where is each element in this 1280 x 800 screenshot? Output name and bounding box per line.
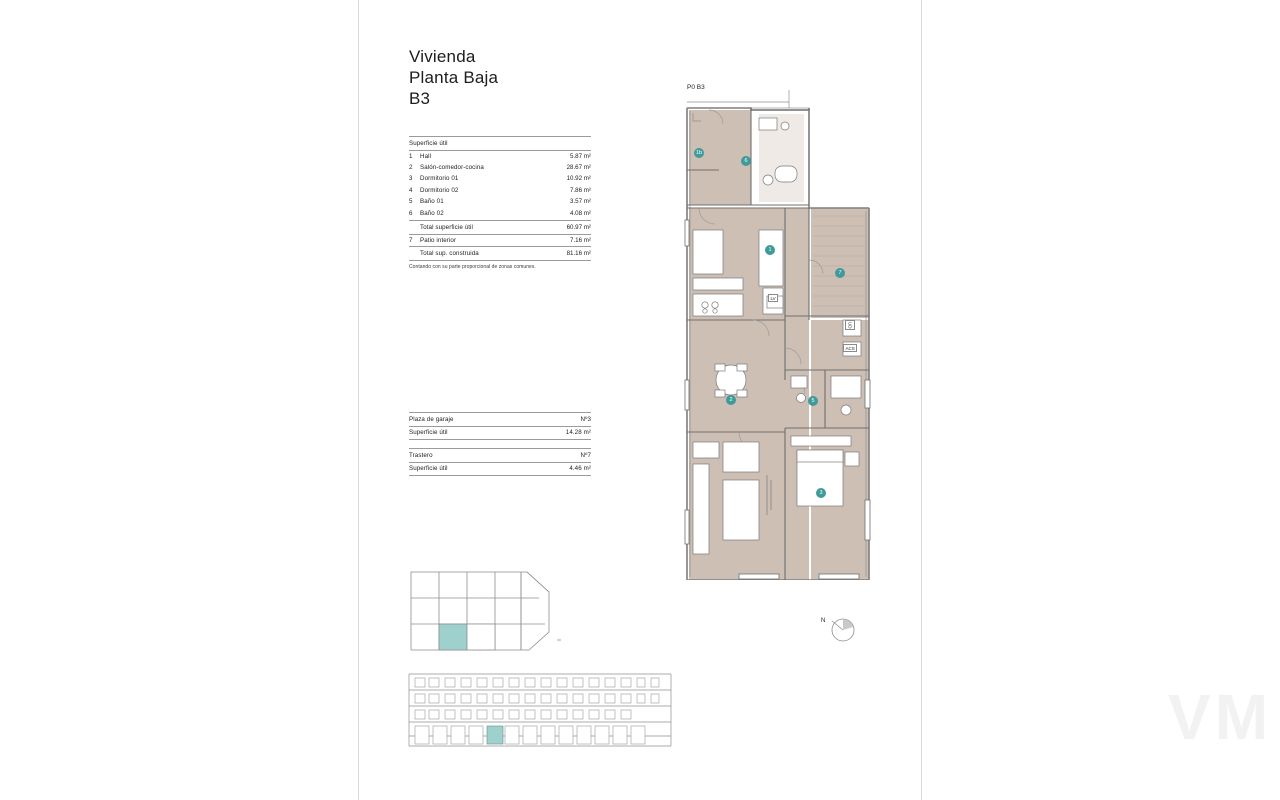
- row-label: Baño 01: [420, 198, 444, 206]
- table-row: [409, 185, 591, 196]
- surface-heading-label: Superficie útil: [409, 139, 448, 147]
- title-line-2: Planta Baja: [409, 68, 499, 87]
- title-line-3: B3: [409, 89, 431, 108]
- row-value: 5.87 m²: [570, 152, 591, 160]
- storage-row: [409, 449, 591, 462]
- room-tag-1: 1: [765, 245, 775, 255]
- total-util-label: Total superficie útil: [420, 223, 473, 231]
- drawing-sheet: [358, 0, 922, 800]
- room-tag-5: 5: [808, 396, 818, 406]
- floor-plan-svg: [679, 80, 879, 580]
- storage-surface-row: [409, 463, 591, 476]
- room-tag-6: 6: [741, 156, 751, 166]
- floor-plan: [679, 80, 879, 580]
- garage-label: Plaza de garaje: [409, 415, 454, 423]
- surface-table: [409, 136, 591, 270]
- label-acs: ACS: [843, 344, 857, 352]
- total-construida-label: Total sup. construida: [420, 250, 479, 258]
- table-row: [409, 196, 591, 207]
- garage-value: Nº3: [580, 415, 591, 423]
- table-row: [409, 151, 591, 162]
- row-number: 2: [409, 164, 413, 172]
- total-util-value: 60.97 m²: [566, 223, 591, 231]
- row-label: Dormitorio 01: [420, 175, 459, 183]
- room-tag-3: 3: [816, 488, 826, 498]
- room-tag-7: 7: [835, 268, 845, 278]
- row-number: 1: [409, 152, 413, 160]
- row-value: 10.92 m²: [566, 175, 591, 183]
- table-row: [409, 207, 591, 218]
- row-number: 3: [409, 175, 413, 183]
- elevation-diagram: [405, 670, 675, 754]
- row-value: 7.16 m²: [570, 236, 591, 244]
- total-construida-value: 81.16 m²: [566, 250, 591, 258]
- storage-surface-value: 4.46 m²: [569, 465, 591, 472]
- row-number: 6: [409, 209, 413, 217]
- divider: [409, 475, 591, 476]
- key-plan-svg: [409, 570, 609, 662]
- garage-surface-value: 14.28 m²: [565, 429, 591, 436]
- surface-table-note: Contando con su parte proporcional de zonas comunes.: [409, 264, 536, 271]
- compass-north-label: N: [821, 618, 826, 624]
- compass-icon: [821, 612, 861, 652]
- row-label: Salón-comedor-cocina: [420, 164, 484, 172]
- page-title: [409, 46, 498, 109]
- row-label: Patio interior: [420, 236, 457, 244]
- table-row: [409, 162, 591, 173]
- label-ud: UD: [845, 320, 855, 330]
- surface-table-heading: [409, 137, 591, 150]
- row-label: Dormitorio 02: [420, 186, 459, 194]
- garage-table: [409, 412, 591, 476]
- storage-label: Trastero: [409, 451, 433, 459]
- garage-surface-label: Superficie útil: [409, 429, 448, 436]
- garage-surface-row: [409, 427, 591, 440]
- garage-row: [409, 413, 591, 426]
- row-value: 28.67 m²: [566, 164, 591, 172]
- plan-code-label: P0 B3: [687, 84, 705, 91]
- row-value: 4.08 m²: [570, 209, 591, 217]
- table-row: [409, 173, 591, 184]
- row-number: 4: [409, 186, 413, 194]
- title-line-1: Vivienda: [409, 47, 476, 66]
- total-construida-row: [409, 247, 591, 260]
- elevation-svg: [405, 670, 675, 754]
- total-util-row: [409, 221, 591, 234]
- label-lv: LV: [768, 294, 778, 302]
- patio-row: [409, 235, 591, 246]
- storage-surface-label: Superficie útil: [409, 465, 448, 472]
- row-label: Baño 02: [420, 209, 444, 217]
- room-tag-hall: 1b: [695, 150, 703, 156]
- row-number: 7: [409, 236, 413, 244]
- row-value: 3.57 m²: [570, 198, 591, 206]
- storage-value: Nº7: [580, 451, 591, 459]
- row-number: 5: [409, 198, 413, 206]
- room-tag-2: 2: [726, 395, 736, 405]
- row-value: 7.86 m²: [570, 186, 591, 194]
- watermark: VM: [1168, 681, 1272, 753]
- compass: [821, 612, 861, 652]
- row-label: Hall: [420, 152, 432, 160]
- key-plan: [409, 570, 609, 662]
